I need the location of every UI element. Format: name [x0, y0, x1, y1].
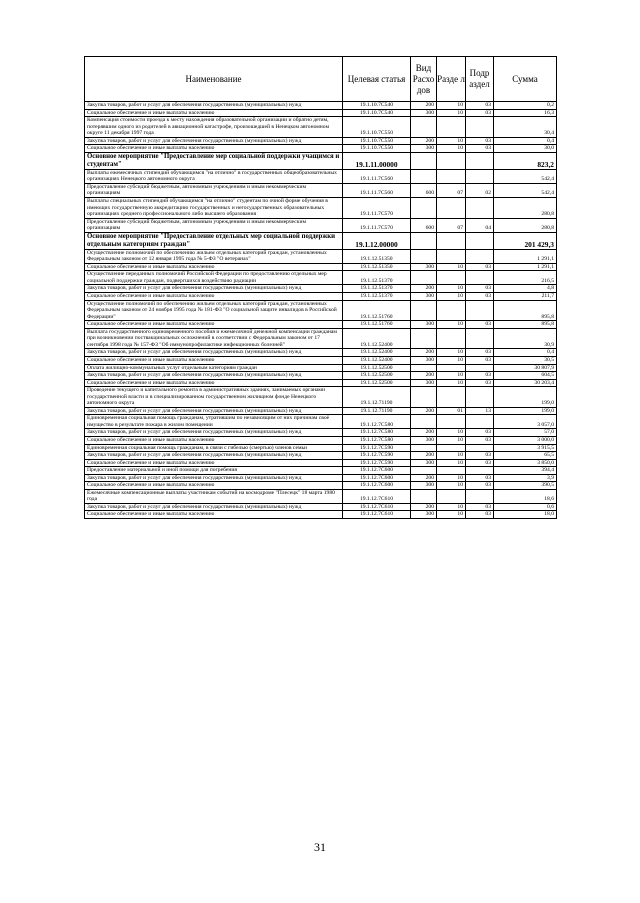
- row-subsection: 03: [466, 459, 494, 467]
- row-name: Осуществление переданных полномочий Российской Федерации по предоставлению отдельных мер социальной поддержки граждан, подвергшихся воздействию радиации: [85, 271, 343, 285]
- header-target: Целевая статья: [343, 57, 411, 102]
- row-name: Выплата государственного единовременного пособия и ежемесячной денежной компенсации гражданам при возникновении поствакцинальных осложнений в соответствии с Федеральным законом от 17 сентября 1998 года № 157-ФЗ "Об иммунопрофилактике инфекционных болезней": [85, 328, 343, 349]
- row-sum: 0,6: [494, 503, 557, 511]
- table-row: [85, 152, 557, 169]
- table-row: [85, 263, 557, 271]
- row-target: 19.1.12.51370: [343, 271, 411, 285]
- row-name: Осуществление полномочий по обеспечению жильем отдельных категорий граждан, установленных Федеральным законом от 12 января 1995 года № 5-ФЗ "О ветеранах": [85, 249, 343, 263]
- row-sum: 199,0: [494, 407, 557, 415]
- table-row: [85, 137, 557, 145]
- table-row: [85, 387, 557, 408]
- header-subsection: Подр аздел: [466, 57, 494, 102]
- row-type: 300: [411, 321, 437, 329]
- row-target: 19.1.12.7С600: [343, 467, 411, 475]
- row-sum: 3 915,5: [494, 444, 557, 452]
- row-section: 10: [437, 263, 466, 271]
- row-section: [437, 467, 466, 475]
- table-row: [85, 285, 557, 293]
- row-sum: 30,0: [494, 145, 557, 153]
- header-sum: Сумма: [494, 57, 557, 102]
- row-subsection: [466, 387, 494, 408]
- row-target: 19.1.12.51350: [343, 263, 411, 271]
- row-type: [411, 328, 437, 349]
- row-name: Закупка товаров, работ и услуг для обеспечения государственных (муниципальных) нужд: [85, 372, 343, 380]
- row-target: 19.1.12.7С580: [343, 429, 411, 437]
- row-name: Социальное обеспечение и иные выплаты населению: [85, 109, 343, 117]
- row-target: 19.1.12.7С580: [343, 436, 411, 444]
- row-name: Социальное обеспечение и иные выплаты населению: [85, 321, 343, 329]
- row-target: 19.1.12.51370: [343, 293, 411, 301]
- table-row: [85, 511, 557, 519]
- row-subsection: [466, 117, 494, 138]
- row-name: Социальное обеспечение и иные выплаты населению: [85, 356, 343, 364]
- table-row: [85, 467, 557, 475]
- row-sum: 280,8: [494, 198, 557, 219]
- row-target: 19.1.12.7С610: [343, 511, 411, 519]
- row-target: 19.1.12.71190: [343, 407, 411, 415]
- row-subsection: [466, 364, 494, 372]
- row-target: 19.1.12.7С590: [343, 459, 411, 467]
- row-name: Социальное обеспечение и иные выплаты населению: [85, 379, 343, 387]
- table-row: [85, 407, 557, 415]
- row-subsection: 03: [466, 102, 494, 110]
- row-subsection: 03: [466, 511, 494, 519]
- table-row: [85, 364, 557, 372]
- row-target: 19.1.11.7С560: [343, 169, 411, 183]
- row-subsection: [466, 271, 494, 285]
- row-type: 200: [411, 137, 437, 145]
- row-section: 07: [437, 183, 466, 197]
- row-target: 19.1.12.52500: [343, 372, 411, 380]
- row-type: 300: [411, 482, 437, 490]
- row-type: [411, 467, 437, 475]
- row-subsection: 03: [466, 145, 494, 153]
- row-name: Социальное обеспечение и иные выплаты населению: [85, 511, 343, 519]
- row-section: [437, 387, 466, 408]
- row-sum: 895,8: [494, 300, 557, 321]
- row-name: Основное мероприятие "Предоставление отдельных мер социальной поддержки отдельным категориям граждан": [85, 232, 343, 249]
- row-type: 200: [411, 285, 437, 293]
- page-number: 31: [314, 840, 326, 854]
- row-target: 19.1.10.7С540: [343, 102, 411, 110]
- row-subsection: 03: [466, 372, 494, 380]
- table-row: [85, 489, 557, 503]
- row-section: 07: [437, 218, 466, 232]
- row-section: 10: [437, 349, 466, 357]
- row-target: 19.1.12.51350: [343, 249, 411, 263]
- row-sum: 216,5: [494, 271, 557, 285]
- row-name: Социальное обеспечение и иные выплаты населению: [85, 482, 343, 490]
- header-type: Вид Расхо дов: [411, 57, 437, 102]
- row-target: 19.1.11.7С570: [343, 218, 411, 232]
- row-type: [411, 387, 437, 408]
- row-type: 200: [411, 429, 437, 437]
- row-name: Осуществление полномочий по обеспечению жильем отдельных категорий граждан, установленных Федеральным законом от 24 ноября 1995 года № 181-ФЗ "О социальной защите инвалидов в Российской Федерации": [85, 300, 343, 321]
- row-name: Предоставление материальной и иной помощи для погребения: [85, 467, 343, 475]
- table-row: [85, 356, 557, 364]
- row-sum: 18,0: [494, 511, 557, 519]
- row-type: [411, 364, 437, 372]
- row-subsection: 03: [466, 436, 494, 444]
- row-subsection: 03: [466, 321, 494, 329]
- row-target: 19.1.12.52500: [343, 379, 411, 387]
- row-subsection: 03: [466, 452, 494, 460]
- table-row: [85, 117, 557, 138]
- row-sum: 280,8: [494, 218, 557, 232]
- row-target: 19.1.12.7С610: [343, 489, 411, 503]
- row-sum: 4,8: [494, 285, 557, 293]
- row-target: 19.1.12.7С610: [343, 503, 411, 511]
- row-type: [411, 489, 437, 503]
- row-sum: 3 057,0: [494, 415, 557, 429]
- row-section: 10: [437, 503, 466, 511]
- row-target: 19.1.12.51760: [343, 300, 411, 321]
- header-name: Наименование: [85, 57, 343, 102]
- row-name: Предоставление субсидий бюджетным, автономным учреждениям и иным некоммерческим организациям: [85, 183, 343, 197]
- row-name: Социальное обеспечение и иные выплаты населению: [85, 293, 343, 301]
- row-target: 19.1.12.7С590: [343, 444, 411, 452]
- row-subsection: [466, 169, 494, 183]
- row-type: 300: [411, 109, 437, 117]
- row-name: Единовременная социальная помощь гражданам, в связи с гибелью (смертью) членов семьи: [85, 444, 343, 452]
- table-row: [85, 482, 557, 490]
- table-row: [85, 145, 557, 153]
- row-subsection: [466, 300, 494, 321]
- table-row: [85, 293, 557, 301]
- table-row: [85, 271, 557, 285]
- row-subsection: 03: [466, 482, 494, 490]
- row-sum: 3,9: [494, 474, 557, 482]
- table-row: [85, 444, 557, 452]
- row-target: 19.1.12.00000: [343, 232, 411, 249]
- table-row: [85, 379, 557, 387]
- table-row: [85, 452, 557, 460]
- row-sum: 30 203,4: [494, 379, 557, 387]
- row-section: [437, 117, 466, 138]
- row-target: 19.1.12.52400: [343, 356, 411, 364]
- row-name: Оплата жилищно-коммунальных услуг отдельным категориям граждан: [85, 364, 343, 372]
- row-name: Основное мероприятие "Предоставление мер социальной поддержки учащимся и студентам": [85, 152, 343, 169]
- row-subsection: 03: [466, 429, 494, 437]
- row-target: 19.1.11.7С570: [343, 198, 411, 219]
- row-sum: 394,4: [494, 467, 557, 475]
- table-row: [85, 459, 557, 467]
- row-type: 200: [411, 372, 437, 380]
- row-name: Закупка товаров, работ и услуг для обеспечения государственных (муниципальных) нужд: [85, 503, 343, 511]
- table-row: [85, 321, 557, 329]
- table-row: [85, 372, 557, 380]
- row-type: 300: [411, 356, 437, 364]
- row-subsection: 03: [466, 474, 494, 482]
- row-sum: 30 807,9: [494, 364, 557, 372]
- row-type: [411, 198, 437, 219]
- budget-table-container: [84, 56, 556, 519]
- row-subsection: 03: [466, 356, 494, 364]
- row-section: [437, 364, 466, 372]
- row-type: [411, 271, 437, 285]
- row-name: Закупка товаров, работ и услуг для обеспечения государственных (муниципальных) нужд: [85, 474, 343, 482]
- row-sum: 1 291,1: [494, 249, 557, 263]
- row-subsection: 04: [466, 218, 494, 232]
- table-row: [85, 109, 557, 117]
- row-target: 19.1.12.7С590: [343, 452, 411, 460]
- table-row: [85, 349, 557, 357]
- row-section: 10: [437, 429, 466, 437]
- row-sum: 1 291,1: [494, 263, 557, 271]
- row-type: [411, 152, 437, 169]
- row-sum: 542,4: [494, 169, 557, 183]
- row-sum: 199,0: [494, 387, 557, 408]
- row-section: 10: [437, 321, 466, 329]
- row-subsection: 03: [466, 293, 494, 301]
- table-row: [85, 218, 557, 232]
- row-type: [411, 249, 437, 263]
- row-type: 200: [411, 407, 437, 415]
- row-section: 10: [437, 482, 466, 490]
- row-name: Социальное обеспечение и иные выплаты населению: [85, 145, 343, 153]
- table-row: [85, 328, 557, 349]
- row-type: [411, 444, 437, 452]
- row-name: Социальное обеспечение и иные выплаты населению: [85, 263, 343, 271]
- row-section: 10: [437, 511, 466, 519]
- row-sum: 0,4: [494, 349, 557, 357]
- table-body: [85, 102, 557, 519]
- row-name: Закупка товаров, работ и услуг для обеспечения государственных (муниципальных) нужд: [85, 452, 343, 460]
- row-subsection: [466, 489, 494, 503]
- row-subsection: [466, 249, 494, 263]
- table-row: [85, 474, 557, 482]
- row-sum: 18,6: [494, 489, 557, 503]
- row-section: [437, 415, 466, 429]
- row-target: 19.1.10.7С550: [343, 117, 411, 138]
- row-name: Социальное обеспечение и иные выплаты населению: [85, 459, 343, 467]
- row-sum: 0,2: [494, 102, 557, 110]
- header-section: Разде л: [437, 57, 466, 102]
- row-sum: 823,2: [494, 152, 557, 169]
- row-target: 19.1.10.7С550: [343, 137, 411, 145]
- row-subsection: 02: [466, 183, 494, 197]
- row-subsection: 03: [466, 263, 494, 271]
- row-name: Закупка товаров, работ и услуг для обеспечения государственных (муниципальных) нужд: [85, 285, 343, 293]
- row-type: 200: [411, 474, 437, 482]
- row-name: Проведение текущего и капитального ремонта в административных зданиях, занимаемых органами государственной власти и в специализированном государственном жилищном фонде Ненецкого автономного округа: [85, 387, 343, 408]
- row-subsection: 03: [466, 109, 494, 117]
- row-sum: 390,5: [494, 482, 557, 490]
- budget-table: [84, 56, 557, 519]
- table-row: [85, 249, 557, 263]
- row-type: [411, 415, 437, 429]
- row-type: 300: [411, 379, 437, 387]
- row-type: 300: [411, 459, 437, 467]
- row-target: 19.1.10.7С540: [343, 109, 411, 117]
- row-type: 200: [411, 503, 437, 511]
- row-subsection: [466, 415, 494, 429]
- row-section: [437, 328, 466, 349]
- row-name: Предоставление субсидий бюджетным, автономным учреждениям и иным некоммерческим организациям: [85, 218, 343, 232]
- row-name: Выплаты специальных стипендий обучающимся "на отлично" студентам по очной форме обучения в имеющих государственную аккредитацию государственных и негосударственных образовательных организациях среднего профессионального либо высшего образования: [85, 198, 343, 219]
- row-type: 300: [411, 511, 437, 519]
- row-type: 300: [411, 145, 437, 153]
- row-section: 01: [437, 407, 466, 415]
- row-type: [411, 300, 437, 321]
- row-section: 10: [437, 285, 466, 293]
- row-subsection: 03: [466, 379, 494, 387]
- row-section: 10: [437, 379, 466, 387]
- table-row: [85, 436, 557, 444]
- row-sum: 16,3: [494, 109, 557, 117]
- row-name: Компенсация стоимости проезда к месту нахождения образовательной организации и обратно детям, потерявшим одного из родителей в авиационной катастрофе, произошедшей в Ненецком автономном округе 11 декабря 1997 года: [85, 117, 343, 138]
- row-target: 19.1.12.52400: [343, 349, 411, 357]
- row-section: [437, 232, 466, 249]
- row-subsection: 13: [466, 407, 494, 415]
- row-type: 600: [411, 183, 437, 197]
- row-section: 10: [437, 356, 466, 364]
- row-subsection: 03: [466, 503, 494, 511]
- row-name: Закупка товаров, работ и услуг для обеспечения государственных (муниципальных) нужд: [85, 137, 343, 145]
- row-section: [437, 300, 466, 321]
- table-row: [85, 232, 557, 249]
- row-section: 10: [437, 452, 466, 460]
- row-sum: 65,5: [494, 452, 557, 460]
- row-type: 200: [411, 102, 437, 110]
- row-subsection: 03: [466, 285, 494, 293]
- row-target: 19.1.10.7С550: [343, 145, 411, 153]
- row-subsection: [466, 328, 494, 349]
- row-name: Закупка товаров, работ и услуг для обеспечения государственных (муниципальных) нужд: [85, 102, 343, 110]
- row-target: 19.1.12.71190: [343, 387, 411, 408]
- row-name: Выплаты ежемесячных стипендий обучающимся "на отлично" в государственных общеобразовательных организациях Ненецкого автономного округа: [85, 169, 343, 183]
- row-section: 10: [437, 145, 466, 153]
- row-target: 19.1.11.00000: [343, 152, 411, 169]
- row-type: 200: [411, 452, 437, 460]
- row-section: [437, 198, 466, 219]
- row-type: [411, 169, 437, 183]
- row-sum: 30,9: [494, 328, 557, 349]
- row-section: [437, 271, 466, 285]
- row-section: [437, 249, 466, 263]
- row-type: 600: [411, 218, 437, 232]
- row-name: Ежемесячные компенсационные выплаты участникам событий на космодроме "Плесецк" 18 марта 1980 года: [85, 489, 343, 503]
- row-name: Социальное обеспечение и иные выплаты населению: [85, 436, 343, 444]
- row-section: [437, 444, 466, 452]
- row-sum: 542,4: [494, 183, 557, 197]
- table-row: [85, 415, 557, 429]
- table-row: [85, 102, 557, 110]
- row-subsection: [466, 152, 494, 169]
- row-sum: 895,8: [494, 321, 557, 329]
- table-row: [85, 169, 557, 183]
- row-type: 200: [411, 349, 437, 357]
- row-target: 19.1.12.51370: [343, 285, 411, 293]
- row-target: 19.1.11.7С560: [343, 183, 411, 197]
- row-sum: 0,4: [494, 137, 557, 145]
- row-subsection: 03: [466, 137, 494, 145]
- row-subsection: [466, 444, 494, 452]
- row-type: [411, 232, 437, 249]
- row-subsection: [466, 232, 494, 249]
- row-section: [437, 152, 466, 169]
- row-section: 10: [437, 436, 466, 444]
- row-sum: 211,7: [494, 293, 557, 301]
- row-type: 300: [411, 436, 437, 444]
- row-section: 10: [437, 102, 466, 110]
- row-target: 19.1.12.7С600: [343, 474, 411, 482]
- row-section: 10: [437, 137, 466, 145]
- row-subsection: [466, 467, 494, 475]
- row-sum: 3 000,0: [494, 436, 557, 444]
- row-target: 19.1.12.52400: [343, 328, 411, 349]
- row-subsection: [466, 198, 494, 219]
- row-sum: 604,5: [494, 372, 557, 380]
- row-sum: 30,4: [494, 117, 557, 138]
- row-type: 300: [411, 263, 437, 271]
- row-type: 300: [411, 293, 437, 301]
- row-sum: 57,0: [494, 429, 557, 437]
- row-target: 19.1.12.7С600: [343, 482, 411, 490]
- row-section: 10: [437, 459, 466, 467]
- row-name: Закупка товаров, работ и услуг для обеспечения государственных (муниципальных) нужд: [85, 407, 343, 415]
- row-target: 19.1.12.51760: [343, 321, 411, 329]
- row-section: [437, 489, 466, 503]
- table-row: [85, 503, 557, 511]
- row-type: [411, 117, 437, 138]
- row-name: Закупка товаров, работ и услуг для обеспечения государственных (муниципальных) нужд: [85, 349, 343, 357]
- table-row: [85, 300, 557, 321]
- row-target: 19.1.12.7С580: [343, 415, 411, 429]
- table-header-row: [85, 57, 557, 102]
- row-name: Закупка товаров, работ и услуг для обеспечения государственных (муниципальных) нужд: [85, 429, 343, 437]
- row-subsection: 03: [466, 349, 494, 357]
- table-row: [85, 183, 557, 197]
- table-row: [85, 429, 557, 437]
- row-section: 10: [437, 109, 466, 117]
- row-section: 10: [437, 474, 466, 482]
- row-name: Единовременная социальная помощь гражданам, утратившим по независящим от них причинам своё имущество в результате пожара в жилом помещении: [85, 415, 343, 429]
- row-target: 19.1.12.52500: [343, 364, 411, 372]
- row-sum: 201 429,3: [494, 232, 557, 249]
- row-section: 10: [437, 372, 466, 380]
- row-sum: 3 850,0: [494, 459, 557, 467]
- row-sum: 30,5: [494, 356, 557, 364]
- row-section: 10: [437, 293, 466, 301]
- table-row: [85, 198, 557, 219]
- row-section: [437, 169, 466, 183]
